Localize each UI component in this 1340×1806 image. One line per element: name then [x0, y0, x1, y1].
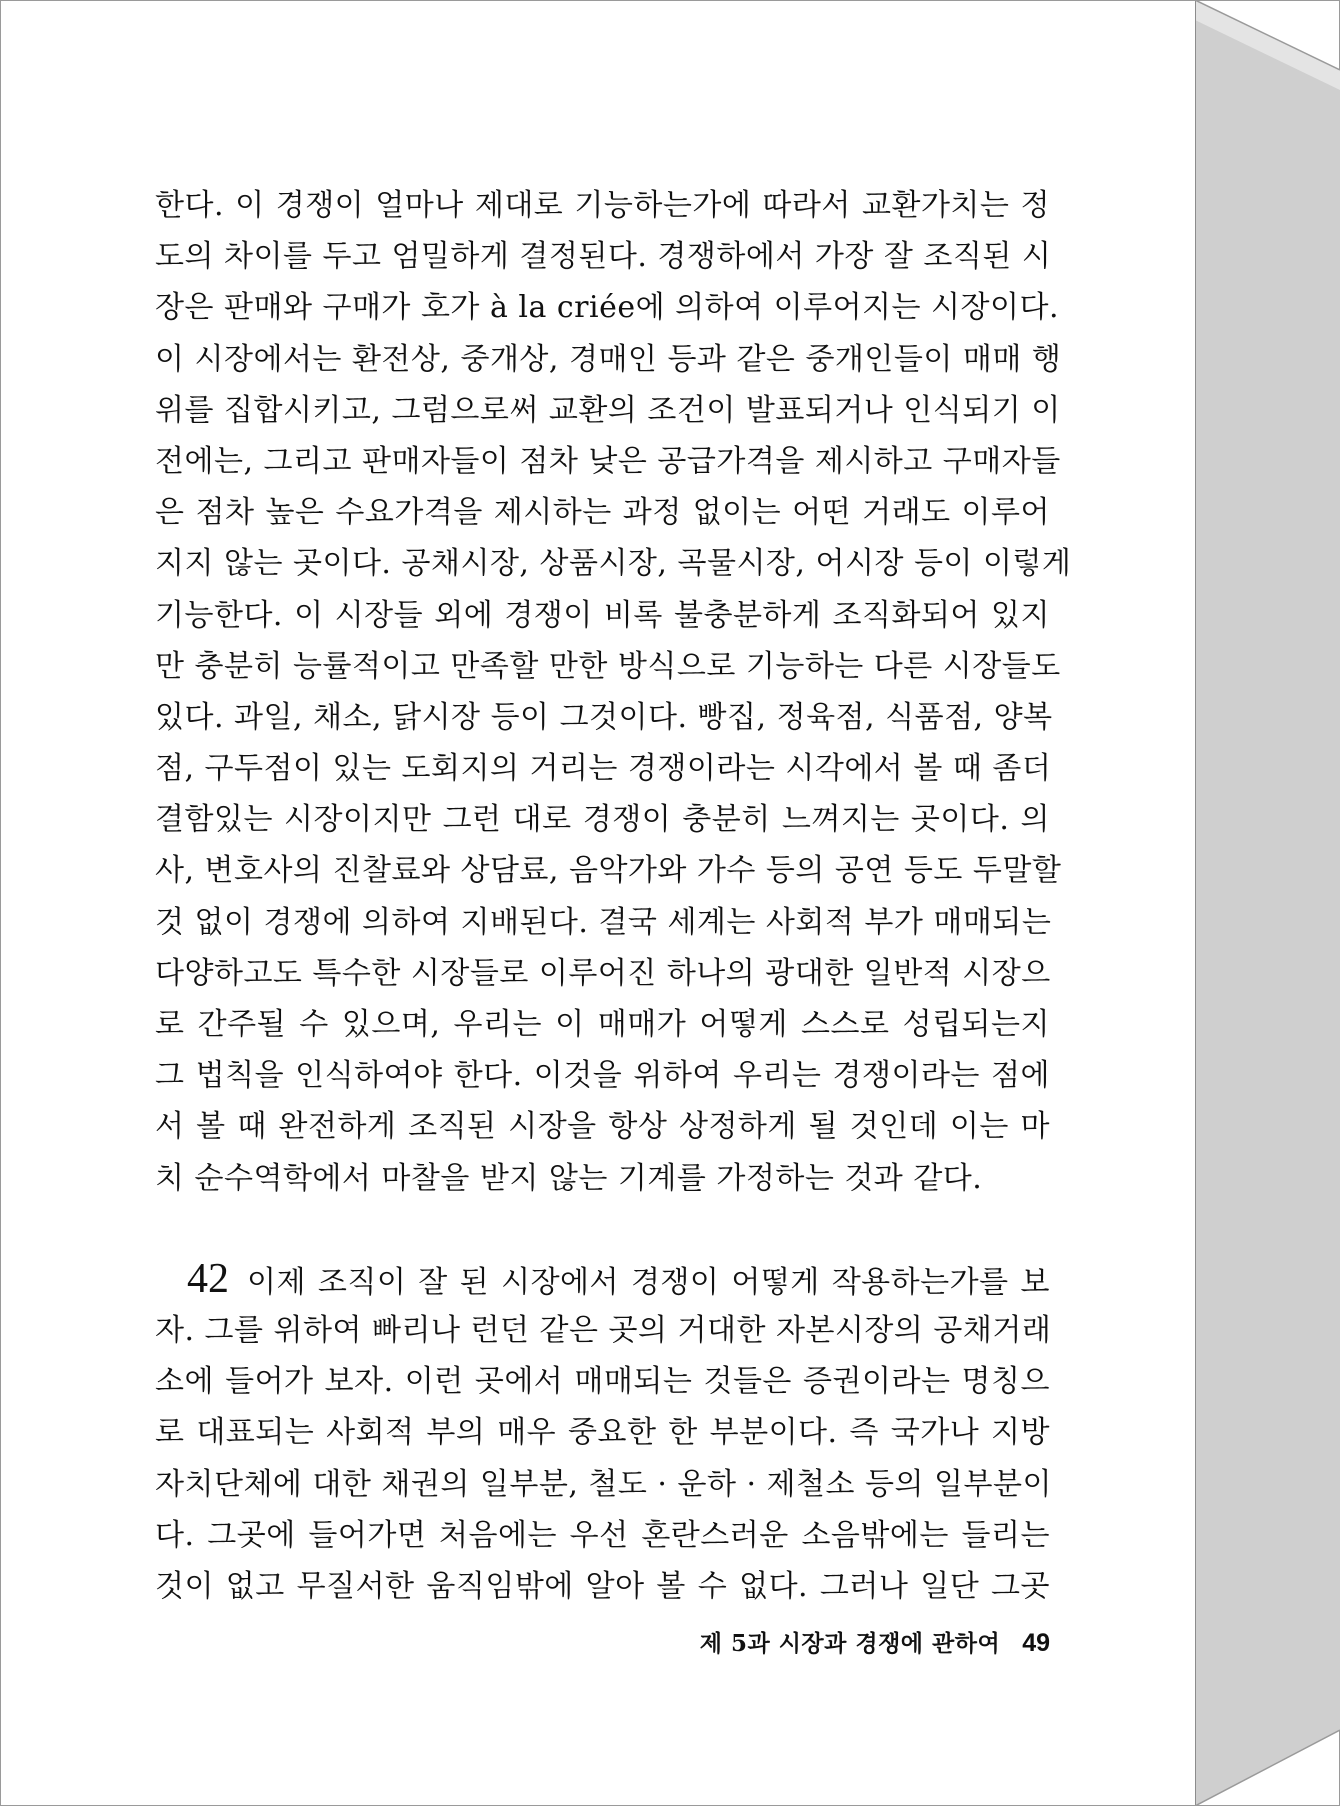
book-edge-shading: [1195, 0, 1340, 1806]
text-line: 위를 집합시키고, 그럼으로써 교환의 조건이 발표되거나 인식되기 이: [155, 392, 1061, 428]
text-line: 기능한다. 이 시장들 외에 경쟁이 비록 불충분하게 조직화되어 있지: [155, 597, 1050, 633]
paragraph-gap: [155, 1204, 1050, 1254]
text-line: 전에는, 그리고 판매자들이 점차 낮은 공급가격을 제시하고 구매자들: [155, 443, 1061, 479]
text-line: 있다. 과일, 채소, 닭시장 등이 그것이다. 빵집, 정육점, 식품점, 양복: [155, 699, 1053, 735]
text-line: 지지 않는 곳이다. 공채시장, 상품시장, 곡물시장, 어시장 등이 이렇게: [155, 546, 1072, 582]
text-line: 로 대표되는 사회적 부의 매우 중요한 한 부분이다. 즉 국가나 지방: [155, 1415, 1050, 1451]
text-line: 치 순수역학에서 마찰을 받지 않는 기계를 가정하는 것과 같다.: [155, 1160, 983, 1196]
text-line: 이 시장에서는 환전상, 중개상, 경매인 등과 같은 중개인들이 매매 행: [155, 341, 1062, 377]
text-line: 서 볼 때 완전하게 조직된 시장을 항상 상정하게 될 것인데 이는 마: [155, 1109, 1050, 1145]
text-line: 것이 없고 무질서한 움직임밖에 알아 볼 수 없다. 그러나 일단 그곳: [155, 1568, 1050, 1604]
running-chapter-title: 제 5과 시장과 경쟁에 관하여: [699, 1630, 1001, 1657]
text-line: 다. 그곳에 들어가면 처음에는 우선 혼란스러운 소음밖에는 들리는: [155, 1517, 1050, 1553]
text-line: 자. 그를 위하여 빠리나 런던 같은 곳의 거대한 자본시장의 공채거래: [155, 1312, 1052, 1348]
paragraph-number: 42: [187, 1255, 229, 1302]
text-line: 자치단체에 대한 채권의 일부분, 철도 · 운하 · 제철소 등의 일부분이: [155, 1466, 1052, 1502]
body-text: [155, 180, 1072, 1612]
paragraph-42-first-line: [155, 1254, 1050, 1305]
text-line: 도의 차이를 두고 엄밀하게 결정된다. 경쟁하에서 가장 잘 조직된 시: [155, 239, 1052, 275]
text-line: 로 간주될 수 있으며, 우리는 이 매매가 어떻게 스스로 성립되는지: [155, 1007, 1050, 1042]
text-line: 사, 변호사의 진찰료와 상담료, 음악가와 가수 등의 공연 등도 두말할: [155, 853, 1062, 889]
text-line: 점, 구두점이 있는 도회지의 거리는 경쟁이라는 시각에서 볼 때 좀더: [155, 751, 1052, 787]
text-line: 이제 조직이 잘 된 시장에서 경쟁이 어떻게 작용하는가를 보: [247, 1264, 1050, 1300]
page-footer: [660, 1625, 1050, 1658]
text-line: 결함있는 시장이지만 그런 대로 경쟁이 충분히 느껴지는 곳이다. 의: [155, 802, 1050, 838]
text-line: 그 법칙을 인식하여야 한다. 이것을 위하여 우리는 경쟁이라는 점에: [155, 1058, 1050, 1094]
page-number: 49: [1022, 1629, 1050, 1657]
text-line: 은 점차 높은 수요가격을 제시하는 과정 없이는 어떤 거래도 이루어: [155, 495, 1050, 531]
text-line: 장은 판매와 구매가 호가 à la criée에 의하여 이루어지는 시장이다.: [155, 290, 1060, 326]
text-line: 것 없이 경쟁에 의하여 지배된다. 결국 세계는 사회적 부가 매매되는: [155, 904, 1052, 940]
text-line: 한다. 이 경쟁이 얼마나 제대로 기능하는가에 따라서 교환가치는 정: [155, 188, 1050, 223]
text-line: 소에 들어가 보자. 이런 곳에서 매매되는 것들은 증권이라는 명칭으: [155, 1364, 1050, 1400]
text-line: 만 충분히 능률적이고 만족할 만한 방식으로 기능하는 다른 시장들도: [155, 648, 1061, 684]
text-line: 다양하고도 특수한 시장들로 이루어진 하나의 광대한 일반적 시장으: [155, 955, 1051, 991]
